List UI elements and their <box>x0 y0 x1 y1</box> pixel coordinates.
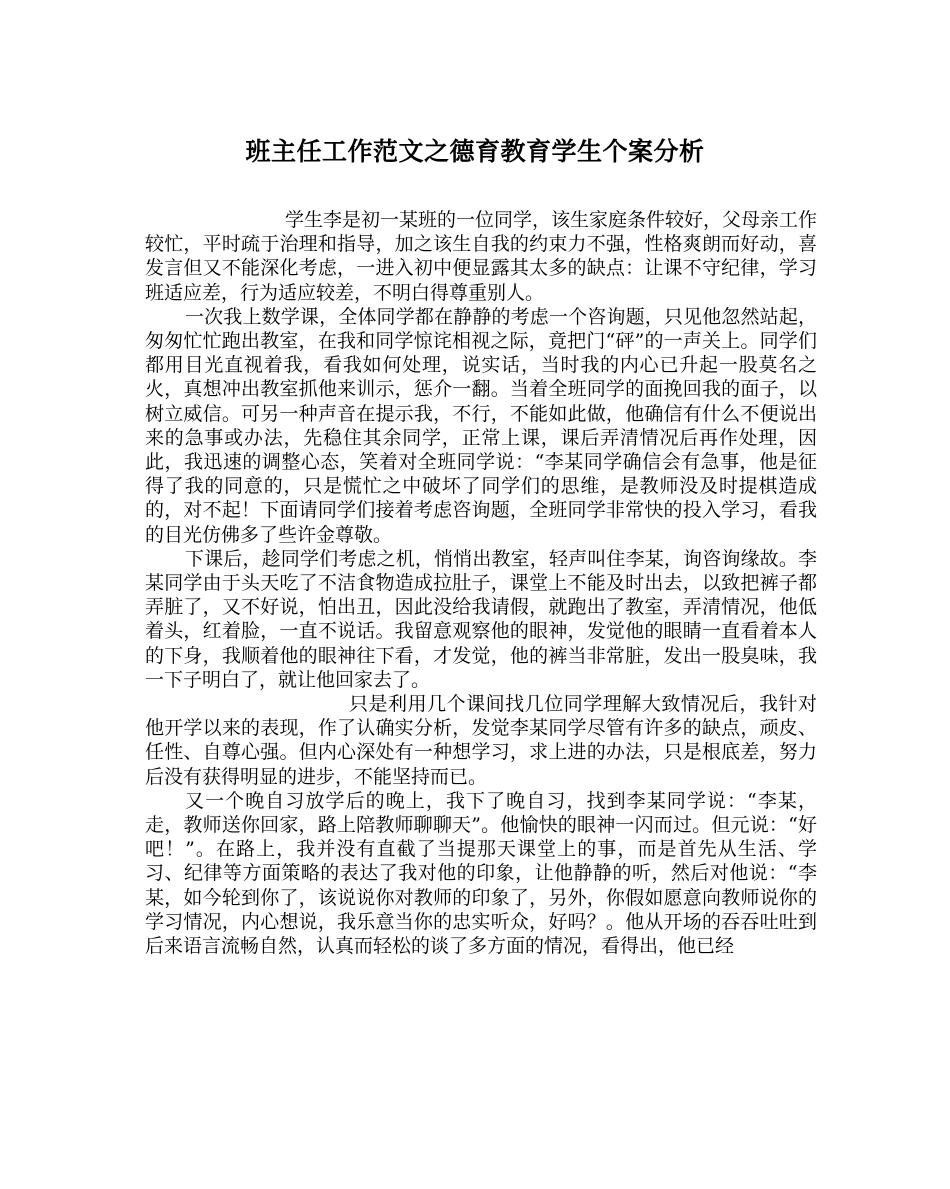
paragraph-2: 一次我上数学课，全体同学都在静静的考虑一个咨询题，只见他忽然站起，匆匆忙忙跑出教室，在我和同学惊诧相视之际，竟把门“砰”的一声关上。同学们都用目光直视着我，看我如何处理，说实话，当时我的内心已升起一股莫名之火，真想冲出教室抓他来训示，惩介一翻。当着全班同学的面挽回我的面子，以树立威信。可另一种声音在提示我，不行，不能如此做，他确信有什么不便说出来的急事或办法，先稳住其余同学，正常上课，课后弄清情况后再作处理，因此，我迅速的调整心态，笑着对全班同学说：“李某同学确信会有急事，他是征得了我的同意的，只是慌忙之中破坏了同学们的思维，是教师没及时提棋造成的，对不起！下面请同学们接着考虑咨询题，全班同学非常快的投入学习，看我的目光仿佛多了些许金尊敬。 <box>145 305 817 546</box>
paragraph-1: 学生李是初一某班的一位同学，该生家庭条件较好，父母亲工作较忙，平时疏于治理和指导，加之该生自我的约束力不强，性格爽朗而好动，喜发言但又不能深化考虑，一进入初中便显露其太多的缺点：让课不守纪律，学习班适应差，行为适应较差，不明白得尊重别人。 <box>145 209 818 304</box>
paragraph-4: 只是利用几个课间找几位同学理解大致情况后，我针对他开学以来的表现，作了认确实分析，发觉李某同学尽管有许多的缺点，顽皮、任性、自尊心强。但内心深处有一种想学习，求上进的办法，只是根底差，努力后没有获得明显的进步，不能坚持而已。 <box>145 693 817 788</box>
paragraph-5: 又一个晚自习放学后的晚上，我下了晚自习，找到李某同学说：“李某，走，教师送你回家，路上陪教师聊聊天”。他愉快的眼神一闪而过。但元说：“好吧！”。在路上，我并没有直截了当提那天课堂上的事，而是首先从生活、学习、纪律等方面策略的表达了我对他的印象，让他静静的听，然后对他说：“李某，如今轮到你了，该说说你对教师的印象了，另外，你假如愿意向教师说你的学习情况，内心想说，我乐意当你的忠实听众，好吗？。他从开场的吞吞吐吐到后来语言流畅自然，认真而轻松的谈了多方面的情况，看得出，他已经 <box>145 789 817 958</box>
document-body <box>145 208 817 958</box>
document-title: 班主任工作范文之德育教育学生个案分析 <box>245 137 705 166</box>
paragraph-3: 下课后，趁同学们考虑之机，悄悄出教室，轻声叫住李某，询咨询缘故。李某同学由于头天吃了不洁食物造成拉肚子，课堂上不能及时出去，以致把裤子都弄脏了，又不好说，怕出丑，因此没给我请假，就跑出了教室，弄清情况，他低着头，红着脸，一直不说话。我留意观察他的眼神，发觉他的眼睛一直看着本人的下身，我顺着他的眼神往下看，才发觉，他的裤当非常脏，发出一股臭味，我一下子明白了，就让他回家去了。 <box>145 547 817 691</box>
